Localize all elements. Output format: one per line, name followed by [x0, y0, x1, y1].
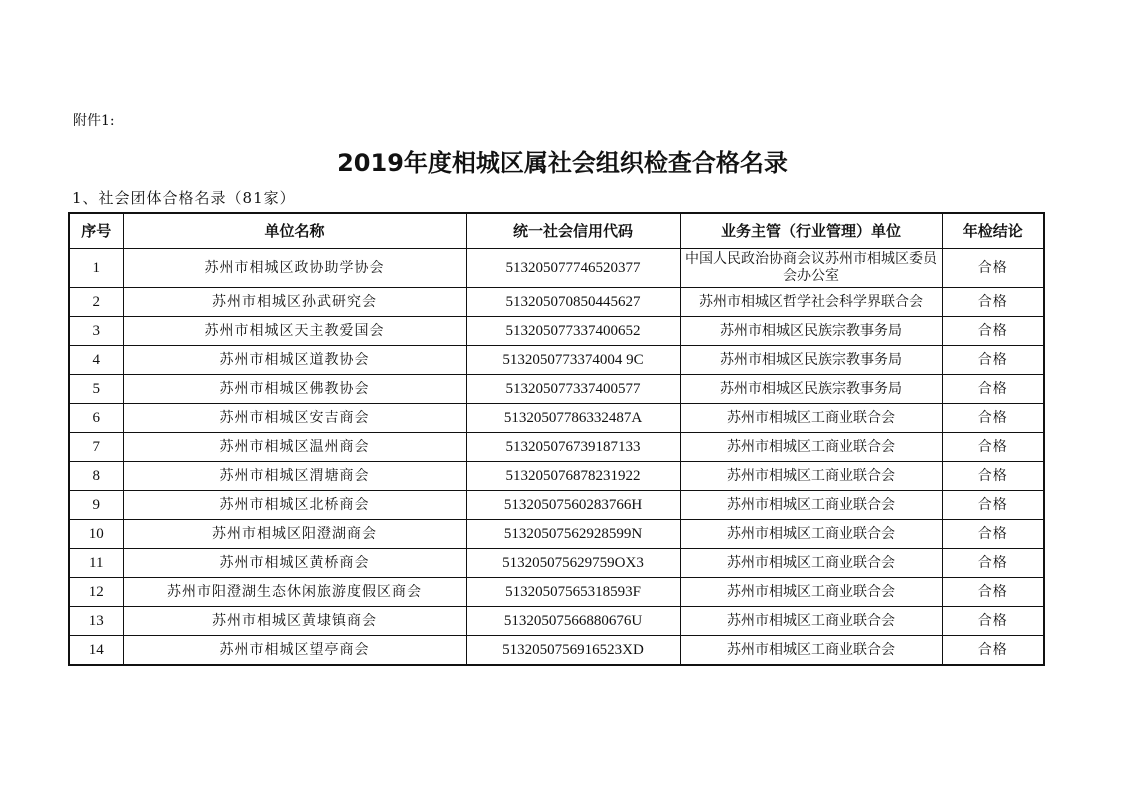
table-row [69, 462, 1044, 491]
cell-unit-name: 苏州市相城区黄埭镇商会 [123, 607, 466, 636]
cell-credit-code: 513205077746520377 [466, 249, 680, 288]
cell-credit-code: 513205077337400577 [466, 375, 680, 404]
cell-index: 9 [69, 491, 123, 520]
document-title: 2019年度相城区属社会组织检查合格名录 [337, 149, 788, 177]
cell-index: 14 [69, 636, 123, 666]
cell-credit-code: 513205076878231922 [466, 462, 680, 491]
cell-supervisor: 苏州市相城区民族宗教事务局 [680, 346, 942, 375]
table-row [69, 549, 1044, 578]
cell-supervisor: 苏州市相城区工商业联合会 [680, 520, 942, 549]
cell-conclusion: 合格 [942, 404, 1044, 433]
cell-index: 4 [69, 346, 123, 375]
header-unit-name: 单位名称 [123, 213, 466, 249]
cell-supervisor: 苏州市相城区工商业联合会 [680, 491, 942, 520]
table-row [69, 317, 1044, 346]
cell-unit-name: 苏州市相城区道教协会 [123, 346, 466, 375]
cell-unit-name: 苏州市相城区佛教协会 [123, 375, 466, 404]
cell-credit-code: 513205075629759OX3 [466, 549, 680, 578]
cell-unit-name: 苏州市相城区温州商会 [123, 433, 466, 462]
attachment-label: 附件1: [73, 113, 115, 129]
cell-credit-code: 51320507566880676U [466, 607, 680, 636]
cell-unit-name: 苏州市相城区黄桥商会 [123, 549, 466, 578]
cell-supervisor: 苏州市相城区工商业联合会 [680, 607, 942, 636]
cell-supervisor: 苏州市相城区哲学社会科学界联合会 [680, 288, 942, 317]
cell-credit-code: 513205070850445627 [466, 288, 680, 317]
cell-conclusion: 合格 [942, 491, 1044, 520]
cell-supervisor: 中国人民政治协商会议苏州市相城区委员会办公室 [680, 249, 942, 288]
cell-conclusion: 合格 [942, 346, 1044, 375]
header-conclusion: 年检结论 [942, 213, 1044, 249]
table-row [69, 288, 1044, 317]
cell-unit-name: 苏州市相城区天主教爱国会 [123, 317, 466, 346]
table-row [69, 636, 1044, 666]
cell-conclusion: 合格 [942, 375, 1044, 404]
cell-index: 12 [69, 578, 123, 607]
table-row [69, 375, 1044, 404]
table-row [69, 346, 1044, 375]
cell-unit-name: 苏州市相城区政协助学协会 [123, 249, 466, 288]
cell-credit-code: 513205076739187133 [466, 433, 680, 462]
cell-conclusion: 合格 [942, 433, 1044, 462]
cell-credit-code: 513205077337400652 [466, 317, 680, 346]
table-row [69, 578, 1044, 607]
table-row [69, 491, 1044, 520]
cell-index: 5 [69, 375, 123, 404]
cell-credit-code: 51320507560283766H [466, 491, 680, 520]
table-body [69, 249, 1044, 666]
cell-conclusion: 合格 [942, 462, 1044, 491]
cell-unit-name: 苏州市相城区北桥商会 [123, 491, 466, 520]
cell-index: 6 [69, 404, 123, 433]
cell-credit-code: 5132050773374004 9C [466, 346, 680, 375]
header-index: 序号 [69, 213, 123, 249]
cell-unit-name: 苏州市相城区安吉商会 [123, 404, 466, 433]
table-row [69, 433, 1044, 462]
cell-index: 3 [69, 317, 123, 346]
cell-supervisor: 苏州市相城区工商业联合会 [680, 404, 942, 433]
header-supervisor: 业务主管（行业管理）单位 [680, 213, 942, 249]
cell-conclusion: 合格 [942, 317, 1044, 346]
table-header-row [69, 213, 1044, 249]
cell-supervisor: 苏州市相城区工商业联合会 [680, 578, 942, 607]
cell-index: 11 [69, 549, 123, 578]
cell-index: 7 [69, 433, 123, 462]
cell-index: 1 [69, 249, 123, 288]
cell-index: 13 [69, 607, 123, 636]
cell-credit-code: 51320507562928599N [466, 520, 680, 549]
table-row [69, 607, 1044, 636]
organization-table [68, 212, 1045, 666]
cell-conclusion: 合格 [942, 520, 1044, 549]
cell-supervisor: 苏州市相城区民族宗教事务局 [680, 375, 942, 404]
cell-unit-name: 苏州市阳澄湖生态休闲旅游度假区商会 [123, 578, 466, 607]
cell-conclusion: 合格 [942, 249, 1044, 288]
cell-credit-code: 51320507565318593F [466, 578, 680, 607]
cell-unit-name: 苏州市相城区孙武研究会 [123, 288, 466, 317]
table-row [69, 404, 1044, 433]
cell-conclusion: 合格 [942, 578, 1044, 607]
cell-unit-name: 苏州市相城区渭塘商会 [123, 462, 466, 491]
cell-conclusion: 合格 [942, 288, 1044, 317]
cell-index: 10 [69, 520, 123, 549]
cell-credit-code: 5132050756916523XD [466, 636, 680, 666]
cell-unit-name: 苏州市相城区阳澄湖商会 [123, 520, 466, 549]
cell-supervisor: 苏州市相城区工商业联合会 [680, 433, 942, 462]
cell-supervisor: 苏州市相城区工商业联合会 [680, 462, 942, 491]
cell-conclusion: 合格 [942, 607, 1044, 636]
cell-index: 2 [69, 288, 123, 317]
cell-supervisor: 苏州市相城区民族宗教事务局 [680, 317, 942, 346]
header-credit-code: 统一社会信用代码 [466, 213, 680, 249]
cell-unit-name: 苏州市相城区望亭商会 [123, 636, 466, 666]
cell-supervisor: 苏州市相城区工商业联合会 [680, 549, 942, 578]
cell-credit-code: 51320507786332487A [466, 404, 680, 433]
cell-supervisor: 苏州市相城区工商业联合会 [680, 636, 942, 666]
table-row [69, 249, 1044, 288]
cell-conclusion: 合格 [942, 636, 1044, 666]
cell-index: 8 [69, 462, 123, 491]
table-row [69, 520, 1044, 549]
cell-conclusion: 合格 [942, 549, 1044, 578]
section-heading: 1、社会团体合格名录（81家） [72, 189, 296, 207]
